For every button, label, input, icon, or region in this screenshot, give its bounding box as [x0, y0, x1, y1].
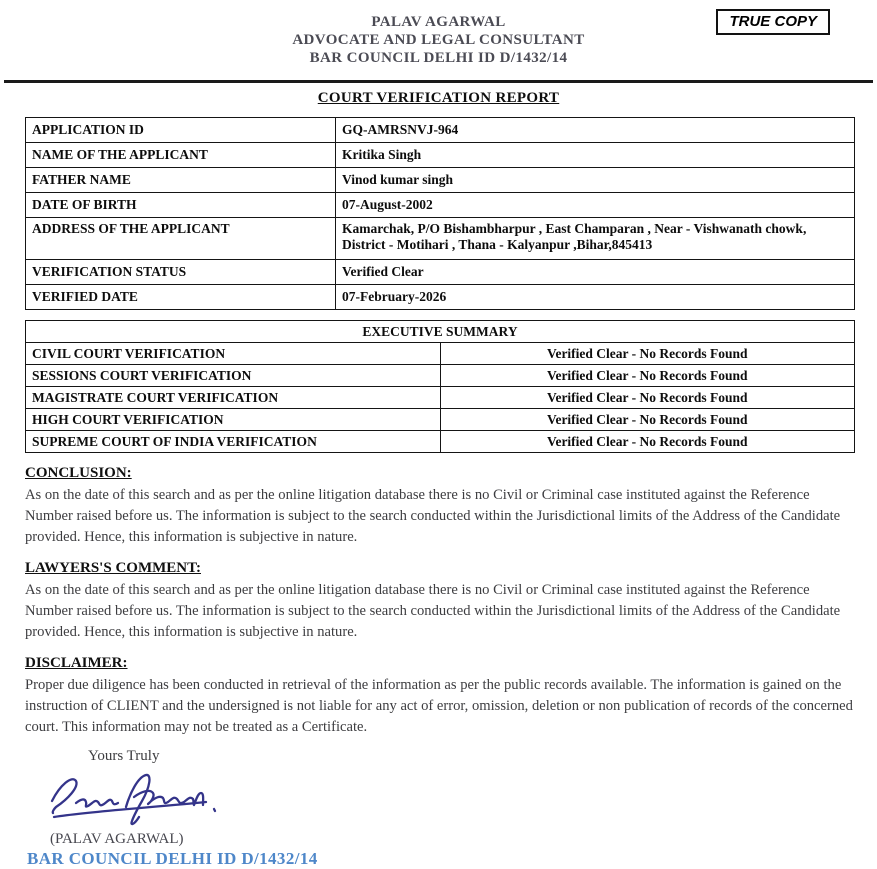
table-row [26, 218, 855, 260]
conclusion-heading: CONCLUSION: [25, 465, 132, 481]
row-value: Vinod kumar singh [336, 168, 855, 193]
row-label: FATHER NAME [26, 168, 336, 193]
row-value: Verified Clear - No Records Found [440, 387, 855, 409]
row-value: Kritika Singh [336, 143, 855, 168]
signature-salutation: Yours Truly [88, 748, 160, 764]
section-disclaimer [25, 655, 855, 738]
applicant-table [25, 117, 855, 310]
row-value: 07-February-2026 [336, 285, 855, 310]
table-row [26, 260, 855, 285]
section-lawyers-comment [25, 560, 855, 643]
row-label: APPLICATION ID [26, 118, 336, 143]
section-conclusion [25, 465, 855, 548]
signatory-bar-council: BAR COUNCIL DELHI ID D/1432/14 [27, 849, 318, 868]
table-row [26, 118, 855, 143]
signatory-name: (PALAV AGARWAL) [50, 831, 184, 847]
table-row [26, 168, 855, 193]
signature-image [38, 767, 877, 829]
table-row [26, 365, 855, 387]
row-value: Verified Clear - No Records Found [440, 409, 855, 431]
row-label: DATE OF BIRTH [26, 193, 336, 218]
lawyers-comment-heading: LAWYERS'S COMMENT: [25, 560, 201, 576]
row-value: Verified Clear [336, 260, 855, 285]
row-label: ADDRESS OF THE APPLICANT [26, 218, 336, 260]
lawyers-comment-body: As on the date of this search and as per the online litigation database there is no Civil or Criminal case instituted against the Reference Number raised before us. The information is subject to the search conducted within the Jurisdictional limits of the Address of the Candidate provided. Hence, this information is subjective in nature. [25, 582, 841, 640]
page-title: COURT VERIFICATION REPORT [317, 90, 560, 106]
row-label: MAGISTRATE COURT VERIFICATION [26, 387, 441, 409]
row-label: VERIFIED DATE [26, 285, 336, 310]
disclaimer-body: Proper due diligence has been conducted in retrieval of the information as per the public records available. The information is gained on the instruction of CLIENT and the undersigned is not liable for any act of error, omission, deletion or non publication of records of the concerned court. This information may not be treated as a Certificate. [25, 677, 853, 735]
row-label: SUPREME COURT OF INDIA VERIFICATION [26, 431, 441, 453]
row-value: GQ-AMRSNVJ-964 [336, 118, 855, 143]
handwritten-signature-icon [38, 767, 233, 829]
table-gap [0, 310, 877, 320]
disclaimer-heading: DISCLAIMER: [25, 655, 128, 671]
row-value: Verified Clear - No Records Found [440, 431, 855, 453]
row-label: SESSIONS COURT VERIFICATION [26, 365, 441, 387]
table-row [26, 343, 855, 365]
advocate-bar-id: BAR COUNCIL DELHI ID D/1432/14 [309, 50, 568, 66]
conclusion-body: As on the date of this search and as per the online litigation database there is no Civil or Criminal case instituted against the Reference Number raised before us. The information is subject to the search conducted within the Jurisdictional limits of the Address of the Candidate provided. Hence, this information is subjective in nature. [25, 487, 841, 545]
table-row [26, 409, 855, 431]
row-label: NAME OF THE APPLICANT [26, 143, 336, 168]
row-value: Verified Clear - No Records Found [440, 343, 855, 365]
row-label: HIGH COURT VERIFICATION [26, 409, 441, 431]
table-row [26, 285, 855, 310]
summary-header: EXECUTIVE SUMMARY [26, 321, 855, 343]
row-label: VERIFICATION STATUS [26, 260, 336, 285]
advocate-role: ADVOCATE AND LEGAL CONSULTANT [292, 32, 585, 48]
row-label: CIVIL COURT VERIFICATION [26, 343, 441, 365]
true-copy-stamp: TRUE COPY [716, 9, 830, 35]
advocate-name: PALAV AGARWAL [371, 14, 506, 30]
row-value: Kamarchak, P/O Bishambharpur , East Champaran , Near - Vishwanath chowk, District - Motihari , Thana - Kalyanpur ,Bihar,845413 [336, 218, 855, 260]
divider-rule [4, 80, 873, 83]
executive-summary-table [25, 320, 855, 453]
table-row [26, 143, 855, 168]
table-row [26, 431, 855, 453]
row-value: Verified Clear - No Records Found [440, 365, 855, 387]
table-header-row [26, 321, 855, 343]
table-row [26, 387, 855, 409]
table-row [26, 193, 855, 218]
row-value: 07-August-2002 [336, 193, 855, 218]
